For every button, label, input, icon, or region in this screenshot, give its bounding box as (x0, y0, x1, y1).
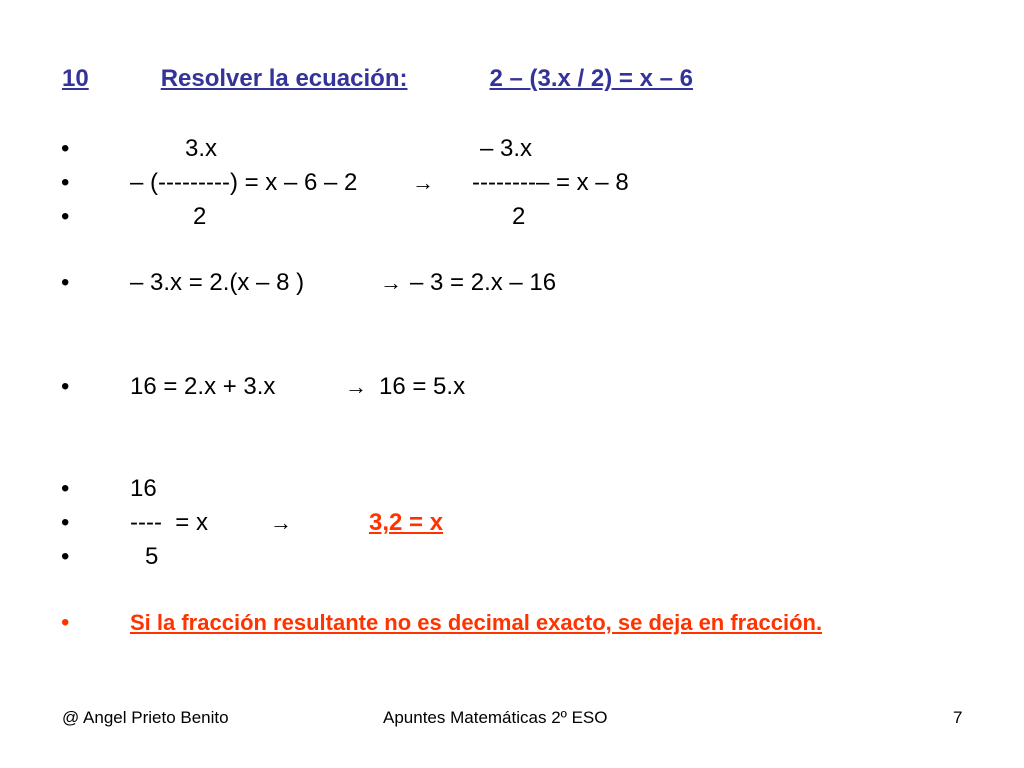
arrow-right-icon: → (345, 374, 367, 399)
slide-title (62, 62, 693, 96)
bullet: • (61, 203, 70, 230)
step-line-9 (0, 606, 1024, 640)
step-line-5 (0, 370, 1024, 404)
numerator-left: 3.x (185, 135, 218, 162)
fraction-right: --------– = x – 8 (472, 169, 629, 196)
footer-author: @ Angel Prieto Benito (62, 708, 229, 727)
arrow-right-icon: → (380, 270, 402, 295)
step-line-7 (0, 506, 1024, 540)
bullet: • (61, 169, 70, 196)
numerator: 16 (130, 475, 157, 502)
bullet: • (61, 609, 70, 636)
step-line-3 (0, 200, 1024, 234)
denominator-right: 2 (512, 203, 526, 230)
footer-course: Apuntes Matemáticas 2º ESO (383, 708, 608, 727)
step-line-6 (0, 472, 1024, 506)
arrow-right-icon: → (412, 170, 434, 195)
bullet: • (61, 135, 70, 162)
step-line-4 (0, 266, 1024, 300)
bullet: • (61, 373, 70, 400)
bullet: • (61, 475, 70, 502)
note-text: Si la fracción resultante no es decimal exacto, se deja en fracción. (130, 610, 823, 635)
step-line-2 (0, 166, 1024, 200)
step-expression: 16 = 2.x + 3.x (130, 373, 276, 400)
bullet: • (61, 269, 70, 296)
denominator: 5 (145, 543, 159, 570)
footer-page-number: 7 (953, 708, 963, 727)
numerator-right: – 3.x (480, 135, 533, 162)
step-line-8 (0, 540, 1024, 574)
step-result: – 3 = 2.x – 16 (410, 269, 557, 296)
title-number: 10 (62, 65, 89, 92)
final-answer: 3,2 = x (369, 509, 444, 536)
step-result: 16 = 5.x (379, 373, 466, 400)
title-label: Resolver la ecuación: (160, 65, 408, 92)
denominator-left: 2 (193, 203, 207, 230)
step-expression: – 3.x = 2.(x – 8 ) (130, 269, 305, 296)
fraction-expression: ---- = x (130, 509, 208, 536)
fraction-left: – (---------) = x – 6 – 2 (130, 169, 358, 196)
step-line-1 (0, 132, 1024, 166)
arrow-right-icon: → (270, 510, 292, 535)
bullet: • (61, 509, 70, 536)
title-equation: 2 – (3.x / 2) = x – 6 (489, 65, 693, 92)
bullet: • (61, 543, 70, 570)
